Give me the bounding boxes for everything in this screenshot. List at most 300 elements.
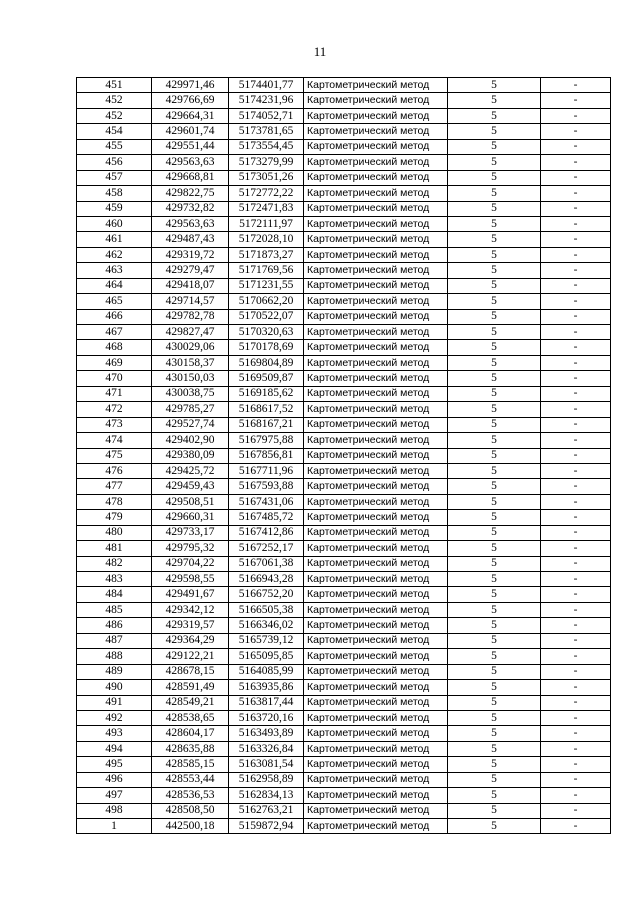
- accuracy-cell: 5: [448, 108, 541, 123]
- point-number-cell: 460: [77, 216, 152, 231]
- note-cell: -: [541, 788, 611, 803]
- page-number: 11: [313, 44, 327, 59]
- y-coordinate-cell: 5172028,10: [229, 232, 304, 247]
- table-row: [77, 772, 611, 787]
- y-coordinate-cell: 5168167,21: [229, 417, 304, 432]
- method-cell: Картометрический метод: [304, 494, 448, 509]
- note-cell: -: [541, 186, 611, 201]
- y-coordinate-cell: 5170522,07: [229, 309, 304, 324]
- accuracy-cell: 5: [448, 386, 541, 401]
- accuracy-cell: 5: [448, 186, 541, 201]
- note-cell: -: [541, 695, 611, 710]
- y-coordinate-cell: 5169185,62: [229, 386, 304, 401]
- method-cell: Картометрический метод: [304, 525, 448, 540]
- point-number-cell: 492: [77, 710, 152, 725]
- point-number-cell: 487: [77, 633, 152, 648]
- point-number-cell: 472: [77, 402, 152, 417]
- x-coordinate-cell: 429402,90: [152, 433, 229, 448]
- point-number-cell: 481: [77, 541, 152, 556]
- accuracy-cell: 5: [448, 216, 541, 231]
- table-row: [77, 263, 611, 278]
- method-cell: Картометрический метод: [304, 433, 448, 448]
- x-coordinate-cell: 428585,15: [152, 757, 229, 772]
- note-cell: -: [541, 510, 611, 525]
- point-number-cell: 488: [77, 649, 152, 664]
- note-cell: -: [541, 525, 611, 540]
- point-number-cell: 478: [77, 494, 152, 509]
- y-coordinate-cell: 5166752,20: [229, 587, 304, 602]
- y-coordinate-cell: 5163326,84: [229, 741, 304, 756]
- table-row: [77, 170, 611, 185]
- coordinates-table: [76, 77, 611, 834]
- x-coordinate-cell: 429660,31: [152, 510, 229, 525]
- note-cell: -: [541, 649, 611, 664]
- point-number-cell: 482: [77, 556, 152, 571]
- method-cell: Картометрический метод: [304, 463, 448, 478]
- note-cell: -: [541, 294, 611, 309]
- accuracy-cell: 5: [448, 124, 541, 139]
- point-number-cell: 465: [77, 294, 152, 309]
- y-coordinate-cell: 5167485,72: [229, 510, 304, 525]
- method-cell: Картометрический метод: [304, 772, 448, 787]
- note-cell: -: [541, 541, 611, 556]
- x-coordinate-cell: 442500,18: [152, 819, 229, 834]
- note-cell: -: [541, 371, 611, 386]
- x-coordinate-cell: 429601,74: [152, 124, 229, 139]
- point-number-cell: 452: [77, 108, 152, 123]
- table-row: [77, 788, 611, 803]
- y-coordinate-cell: 5167975,88: [229, 433, 304, 448]
- note-cell: -: [541, 78, 611, 93]
- y-coordinate-cell: 5167593,88: [229, 479, 304, 494]
- method-cell: Картометрический метод: [304, 633, 448, 648]
- y-coordinate-cell: 5163081,54: [229, 757, 304, 772]
- x-coordinate-cell: 430029,06: [152, 340, 229, 355]
- point-number-cell: 474: [77, 433, 152, 448]
- x-coordinate-cell: 429766,69: [152, 93, 229, 108]
- note-cell: -: [541, 340, 611, 355]
- accuracy-cell: 5: [448, 556, 541, 571]
- y-coordinate-cell: 5162834,13: [229, 788, 304, 803]
- table-row: [77, 340, 611, 355]
- note-cell: -: [541, 680, 611, 695]
- method-cell: Картометрический метод: [304, 263, 448, 278]
- y-coordinate-cell: 5174401,77: [229, 78, 304, 93]
- accuracy-cell: 5: [448, 263, 541, 278]
- point-number-cell: 497: [77, 788, 152, 803]
- point-number-cell: 477: [77, 479, 152, 494]
- table-row: [77, 93, 611, 108]
- x-coordinate-cell: 429785,27: [152, 402, 229, 417]
- note-cell: -: [541, 757, 611, 772]
- y-coordinate-cell: 5168617,52: [229, 402, 304, 417]
- x-coordinate-cell: 429563,63: [152, 216, 229, 231]
- x-coordinate-cell: 429563,63: [152, 155, 229, 170]
- point-number-cell: 458: [77, 186, 152, 201]
- y-coordinate-cell: 5167856,81: [229, 448, 304, 463]
- table-row: [77, 803, 611, 818]
- accuracy-cell: 5: [448, 494, 541, 509]
- table-row: [77, 355, 611, 370]
- point-number-cell: 480: [77, 525, 152, 540]
- method-cell: Картометрический метод: [304, 618, 448, 633]
- accuracy-cell: 5: [448, 170, 541, 185]
- table-row: [77, 139, 611, 154]
- method-cell: Картометрический метод: [304, 819, 448, 834]
- point-number-cell: 467: [77, 325, 152, 340]
- note-cell: -: [541, 741, 611, 756]
- method-cell: Картометрический метод: [304, 757, 448, 772]
- note-cell: -: [541, 494, 611, 509]
- note-cell: -: [541, 417, 611, 432]
- point-number-cell: 456: [77, 155, 152, 170]
- x-coordinate-cell: 428678,15: [152, 664, 229, 679]
- accuracy-cell: 5: [448, 93, 541, 108]
- y-coordinate-cell: 5174052,71: [229, 108, 304, 123]
- method-cell: Картометрический метод: [304, 186, 448, 201]
- y-coordinate-cell: 5163935,86: [229, 680, 304, 695]
- accuracy-cell: 5: [448, 417, 541, 432]
- y-coordinate-cell: 5162958,89: [229, 772, 304, 787]
- method-cell: Картометрический метод: [304, 278, 448, 293]
- table-row: [77, 726, 611, 741]
- method-cell: Картометрический метод: [304, 371, 448, 386]
- accuracy-cell: 5: [448, 741, 541, 756]
- note-cell: -: [541, 819, 611, 834]
- point-number-cell: 476: [77, 463, 152, 478]
- note-cell: -: [541, 572, 611, 587]
- note-cell: -: [541, 278, 611, 293]
- x-coordinate-cell: 429319,57: [152, 618, 229, 633]
- point-number-cell: 491: [77, 695, 152, 710]
- note-cell: -: [541, 556, 611, 571]
- note-cell: -: [541, 433, 611, 448]
- method-cell: Картометрический метод: [304, 355, 448, 370]
- table-row: [77, 402, 611, 417]
- table-row: [77, 479, 611, 494]
- point-number-cell: 475: [77, 448, 152, 463]
- accuracy-cell: 5: [448, 788, 541, 803]
- x-coordinate-cell: 429795,32: [152, 541, 229, 556]
- x-coordinate-cell: 428508,50: [152, 803, 229, 818]
- method-cell: Картометрический метод: [304, 417, 448, 432]
- method-cell: Картометрический метод: [304, 402, 448, 417]
- table-row: [77, 433, 611, 448]
- table-row: [77, 108, 611, 123]
- y-coordinate-cell: 5159872,94: [229, 819, 304, 834]
- accuracy-cell: 5: [448, 463, 541, 478]
- y-coordinate-cell: 5166943,28: [229, 572, 304, 587]
- table-row: [77, 541, 611, 556]
- method-cell: Картометрический метод: [304, 124, 448, 139]
- note-cell: -: [541, 386, 611, 401]
- point-number-cell: 452: [77, 93, 152, 108]
- point-number-cell: 464: [77, 278, 152, 293]
- accuracy-cell: 5: [448, 278, 541, 293]
- x-coordinate-cell: 429704,22: [152, 556, 229, 571]
- point-number-cell: 495: [77, 757, 152, 772]
- x-coordinate-cell: 428635,88: [152, 741, 229, 756]
- y-coordinate-cell: 5173051,26: [229, 170, 304, 185]
- note-cell: -: [541, 170, 611, 185]
- accuracy-cell: 5: [448, 602, 541, 617]
- point-number-cell: 463: [77, 263, 152, 278]
- point-number-cell: 493: [77, 726, 152, 741]
- x-coordinate-cell: 429319,72: [152, 247, 229, 262]
- point-number-cell: 469: [77, 355, 152, 370]
- table-row: [77, 78, 611, 93]
- point-number-cell: 459: [77, 201, 152, 216]
- accuracy-cell: 5: [448, 757, 541, 772]
- method-cell: Картометрический метод: [304, 510, 448, 525]
- x-coordinate-cell: 429425,72: [152, 463, 229, 478]
- point-number-cell: 484: [77, 587, 152, 602]
- y-coordinate-cell: 5165095,85: [229, 649, 304, 664]
- x-coordinate-cell: 428538,65: [152, 710, 229, 725]
- accuracy-cell: 5: [448, 247, 541, 262]
- point-number-cell: 461: [77, 232, 152, 247]
- method-cell: Картометрический метод: [304, 602, 448, 617]
- point-number-cell: 451: [77, 78, 152, 93]
- method-cell: Картометрический метод: [304, 139, 448, 154]
- y-coordinate-cell: 5172772,22: [229, 186, 304, 201]
- accuracy-cell: 5: [448, 695, 541, 710]
- note-cell: -: [541, 155, 611, 170]
- point-number-cell: 470: [77, 371, 152, 386]
- table-row: [77, 587, 611, 602]
- method-cell: Картометрический метод: [304, 448, 448, 463]
- y-coordinate-cell: 5170662,20: [229, 294, 304, 309]
- note-cell: -: [541, 448, 611, 463]
- y-coordinate-cell: 5173279,99: [229, 155, 304, 170]
- note-cell: -: [541, 602, 611, 617]
- x-coordinate-cell: 429418,07: [152, 278, 229, 293]
- note-cell: -: [541, 108, 611, 123]
- accuracy-cell: 5: [448, 819, 541, 834]
- note-cell: -: [541, 263, 611, 278]
- method-cell: Картометрический метод: [304, 108, 448, 123]
- table-row: [77, 386, 611, 401]
- y-coordinate-cell: 5172471,83: [229, 201, 304, 216]
- table-row: [77, 325, 611, 340]
- accuracy-cell: 5: [448, 525, 541, 540]
- point-number-cell: 455: [77, 139, 152, 154]
- y-coordinate-cell: 5169509,87: [229, 371, 304, 386]
- point-number-cell: 485: [77, 602, 152, 617]
- accuracy-cell: 5: [448, 232, 541, 247]
- point-number-cell: 490: [77, 680, 152, 695]
- accuracy-cell: 5: [448, 433, 541, 448]
- accuracy-cell: 5: [448, 355, 541, 370]
- y-coordinate-cell: 5162763,21: [229, 803, 304, 818]
- point-number-cell: 483: [77, 572, 152, 587]
- point-number-cell: 494: [77, 741, 152, 756]
- table-row: [77, 309, 611, 324]
- x-coordinate-cell: 429664,31: [152, 108, 229, 123]
- method-cell: Картометрический метод: [304, 479, 448, 494]
- method-cell: Картометрический метод: [304, 93, 448, 108]
- note-cell: -: [541, 710, 611, 725]
- method-cell: Картометрический метод: [304, 664, 448, 679]
- y-coordinate-cell: 5172111,97: [229, 216, 304, 231]
- point-number-cell: 473: [77, 417, 152, 432]
- note-cell: -: [541, 309, 611, 324]
- note-cell: -: [541, 355, 611, 370]
- table-row: [77, 695, 611, 710]
- method-cell: Картометрический метод: [304, 247, 448, 262]
- x-coordinate-cell: 429459,43: [152, 479, 229, 494]
- method-cell: Картометрический метод: [304, 649, 448, 664]
- x-coordinate-cell: 429491,67: [152, 587, 229, 602]
- accuracy-cell: 5: [448, 587, 541, 602]
- method-cell: Картометрический метод: [304, 741, 448, 756]
- accuracy-cell: 5: [448, 155, 541, 170]
- x-coordinate-cell: 430158,37: [152, 355, 229, 370]
- y-coordinate-cell: 5170178,69: [229, 340, 304, 355]
- note-cell: -: [541, 664, 611, 679]
- x-coordinate-cell: 429598,55: [152, 572, 229, 587]
- table-row: [77, 618, 611, 633]
- x-coordinate-cell: 429668,81: [152, 170, 229, 185]
- note-cell: -: [541, 216, 611, 231]
- y-coordinate-cell: 5173554,45: [229, 139, 304, 154]
- table-row: [77, 572, 611, 587]
- table-row: [77, 201, 611, 216]
- table-row: [77, 741, 611, 756]
- note-cell: -: [541, 463, 611, 478]
- note-cell: -: [541, 618, 611, 633]
- table-row: [77, 494, 611, 509]
- note-cell: -: [541, 93, 611, 108]
- x-coordinate-cell: 428549,21: [152, 695, 229, 710]
- y-coordinate-cell: 5167061,38: [229, 556, 304, 571]
- table-row: [77, 232, 611, 247]
- x-coordinate-cell: 429508,51: [152, 494, 229, 509]
- accuracy-cell: 5: [448, 479, 541, 494]
- y-coordinate-cell: 5163817,44: [229, 695, 304, 710]
- x-coordinate-cell: 429380,09: [152, 448, 229, 463]
- table-row: [77, 510, 611, 525]
- y-coordinate-cell: 5171873,27: [229, 247, 304, 262]
- table-row: [77, 371, 611, 386]
- x-coordinate-cell: 429122,21: [152, 649, 229, 664]
- method-cell: Картометрический метод: [304, 695, 448, 710]
- table-row: [77, 155, 611, 170]
- x-coordinate-cell: 429279,47: [152, 263, 229, 278]
- accuracy-cell: 5: [448, 309, 541, 324]
- table-row: [77, 247, 611, 262]
- point-number-cell: 489: [77, 664, 152, 679]
- method-cell: Картометрический метод: [304, 309, 448, 324]
- accuracy-cell: 5: [448, 618, 541, 633]
- note-cell: -: [541, 479, 611, 494]
- method-cell: Картометрический метод: [304, 680, 448, 695]
- y-coordinate-cell: 5163720,16: [229, 710, 304, 725]
- accuracy-cell: 5: [448, 294, 541, 309]
- accuracy-cell: 5: [448, 448, 541, 463]
- accuracy-cell: 5: [448, 139, 541, 154]
- note-cell: -: [541, 772, 611, 787]
- point-number-cell: 466: [77, 309, 152, 324]
- table-row: [77, 757, 611, 772]
- x-coordinate-cell: 428591,49: [152, 680, 229, 695]
- table-row: [77, 278, 611, 293]
- x-coordinate-cell: 429487,43: [152, 232, 229, 247]
- table-row: [77, 649, 611, 664]
- note-cell: -: [541, 325, 611, 340]
- x-coordinate-cell: 428604,17: [152, 726, 229, 741]
- y-coordinate-cell: 5174231,96: [229, 93, 304, 108]
- accuracy-cell: 5: [448, 633, 541, 648]
- y-coordinate-cell: 5173781,65: [229, 124, 304, 139]
- method-cell: Картометрический метод: [304, 201, 448, 216]
- x-coordinate-cell: 429971,46: [152, 78, 229, 93]
- table-row: [77, 602, 611, 617]
- note-cell: -: [541, 124, 611, 139]
- method-cell: Картометрический метод: [304, 294, 448, 309]
- accuracy-cell: 5: [448, 402, 541, 417]
- note-cell: -: [541, 402, 611, 417]
- table-row: [77, 664, 611, 679]
- table-row: [77, 463, 611, 478]
- x-coordinate-cell: 428553,44: [152, 772, 229, 787]
- point-number-cell: 486: [77, 618, 152, 633]
- accuracy-cell: 5: [448, 541, 541, 556]
- accuracy-cell: 5: [448, 803, 541, 818]
- y-coordinate-cell: 5163493,89: [229, 726, 304, 741]
- method-cell: Картометрический метод: [304, 726, 448, 741]
- method-cell: Картометрический метод: [304, 788, 448, 803]
- note-cell: -: [541, 247, 611, 262]
- accuracy-cell: 5: [448, 371, 541, 386]
- accuracy-cell: 5: [448, 510, 541, 525]
- point-number-cell: 496: [77, 772, 152, 787]
- note-cell: -: [541, 232, 611, 247]
- y-coordinate-cell: 5167412,86: [229, 525, 304, 540]
- y-coordinate-cell: 5166505,38: [229, 602, 304, 617]
- x-coordinate-cell: 429342,12: [152, 602, 229, 617]
- y-coordinate-cell: 5169804,89: [229, 355, 304, 370]
- accuracy-cell: 5: [448, 726, 541, 741]
- point-number-cell: 454: [77, 124, 152, 139]
- note-cell: -: [541, 726, 611, 741]
- method-cell: Картометрический метод: [304, 340, 448, 355]
- table-row: [77, 124, 611, 139]
- method-cell: Картометрический метод: [304, 170, 448, 185]
- accuracy-cell: 5: [448, 572, 541, 587]
- y-coordinate-cell: 5171231,55: [229, 278, 304, 293]
- x-coordinate-cell: 429782,78: [152, 309, 229, 324]
- x-coordinate-cell: 429551,44: [152, 139, 229, 154]
- method-cell: Картометрический метод: [304, 556, 448, 571]
- note-cell: -: [541, 633, 611, 648]
- table-row: [77, 216, 611, 231]
- table-row: [77, 819, 611, 834]
- accuracy-cell: 5: [448, 201, 541, 216]
- y-coordinate-cell: 5165739,12: [229, 633, 304, 648]
- point-number-cell: 462: [77, 247, 152, 262]
- note-cell: -: [541, 803, 611, 818]
- x-coordinate-cell: 429827,47: [152, 325, 229, 340]
- note-cell: -: [541, 587, 611, 602]
- x-coordinate-cell: 429733,17: [152, 525, 229, 540]
- point-number-cell: 457: [77, 170, 152, 185]
- table-row: [77, 294, 611, 309]
- y-coordinate-cell: 5170320,63: [229, 325, 304, 340]
- y-coordinate-cell: 5167711,96: [229, 463, 304, 478]
- method-cell: Картометрический метод: [304, 325, 448, 340]
- method-cell: Картометрический метод: [304, 710, 448, 725]
